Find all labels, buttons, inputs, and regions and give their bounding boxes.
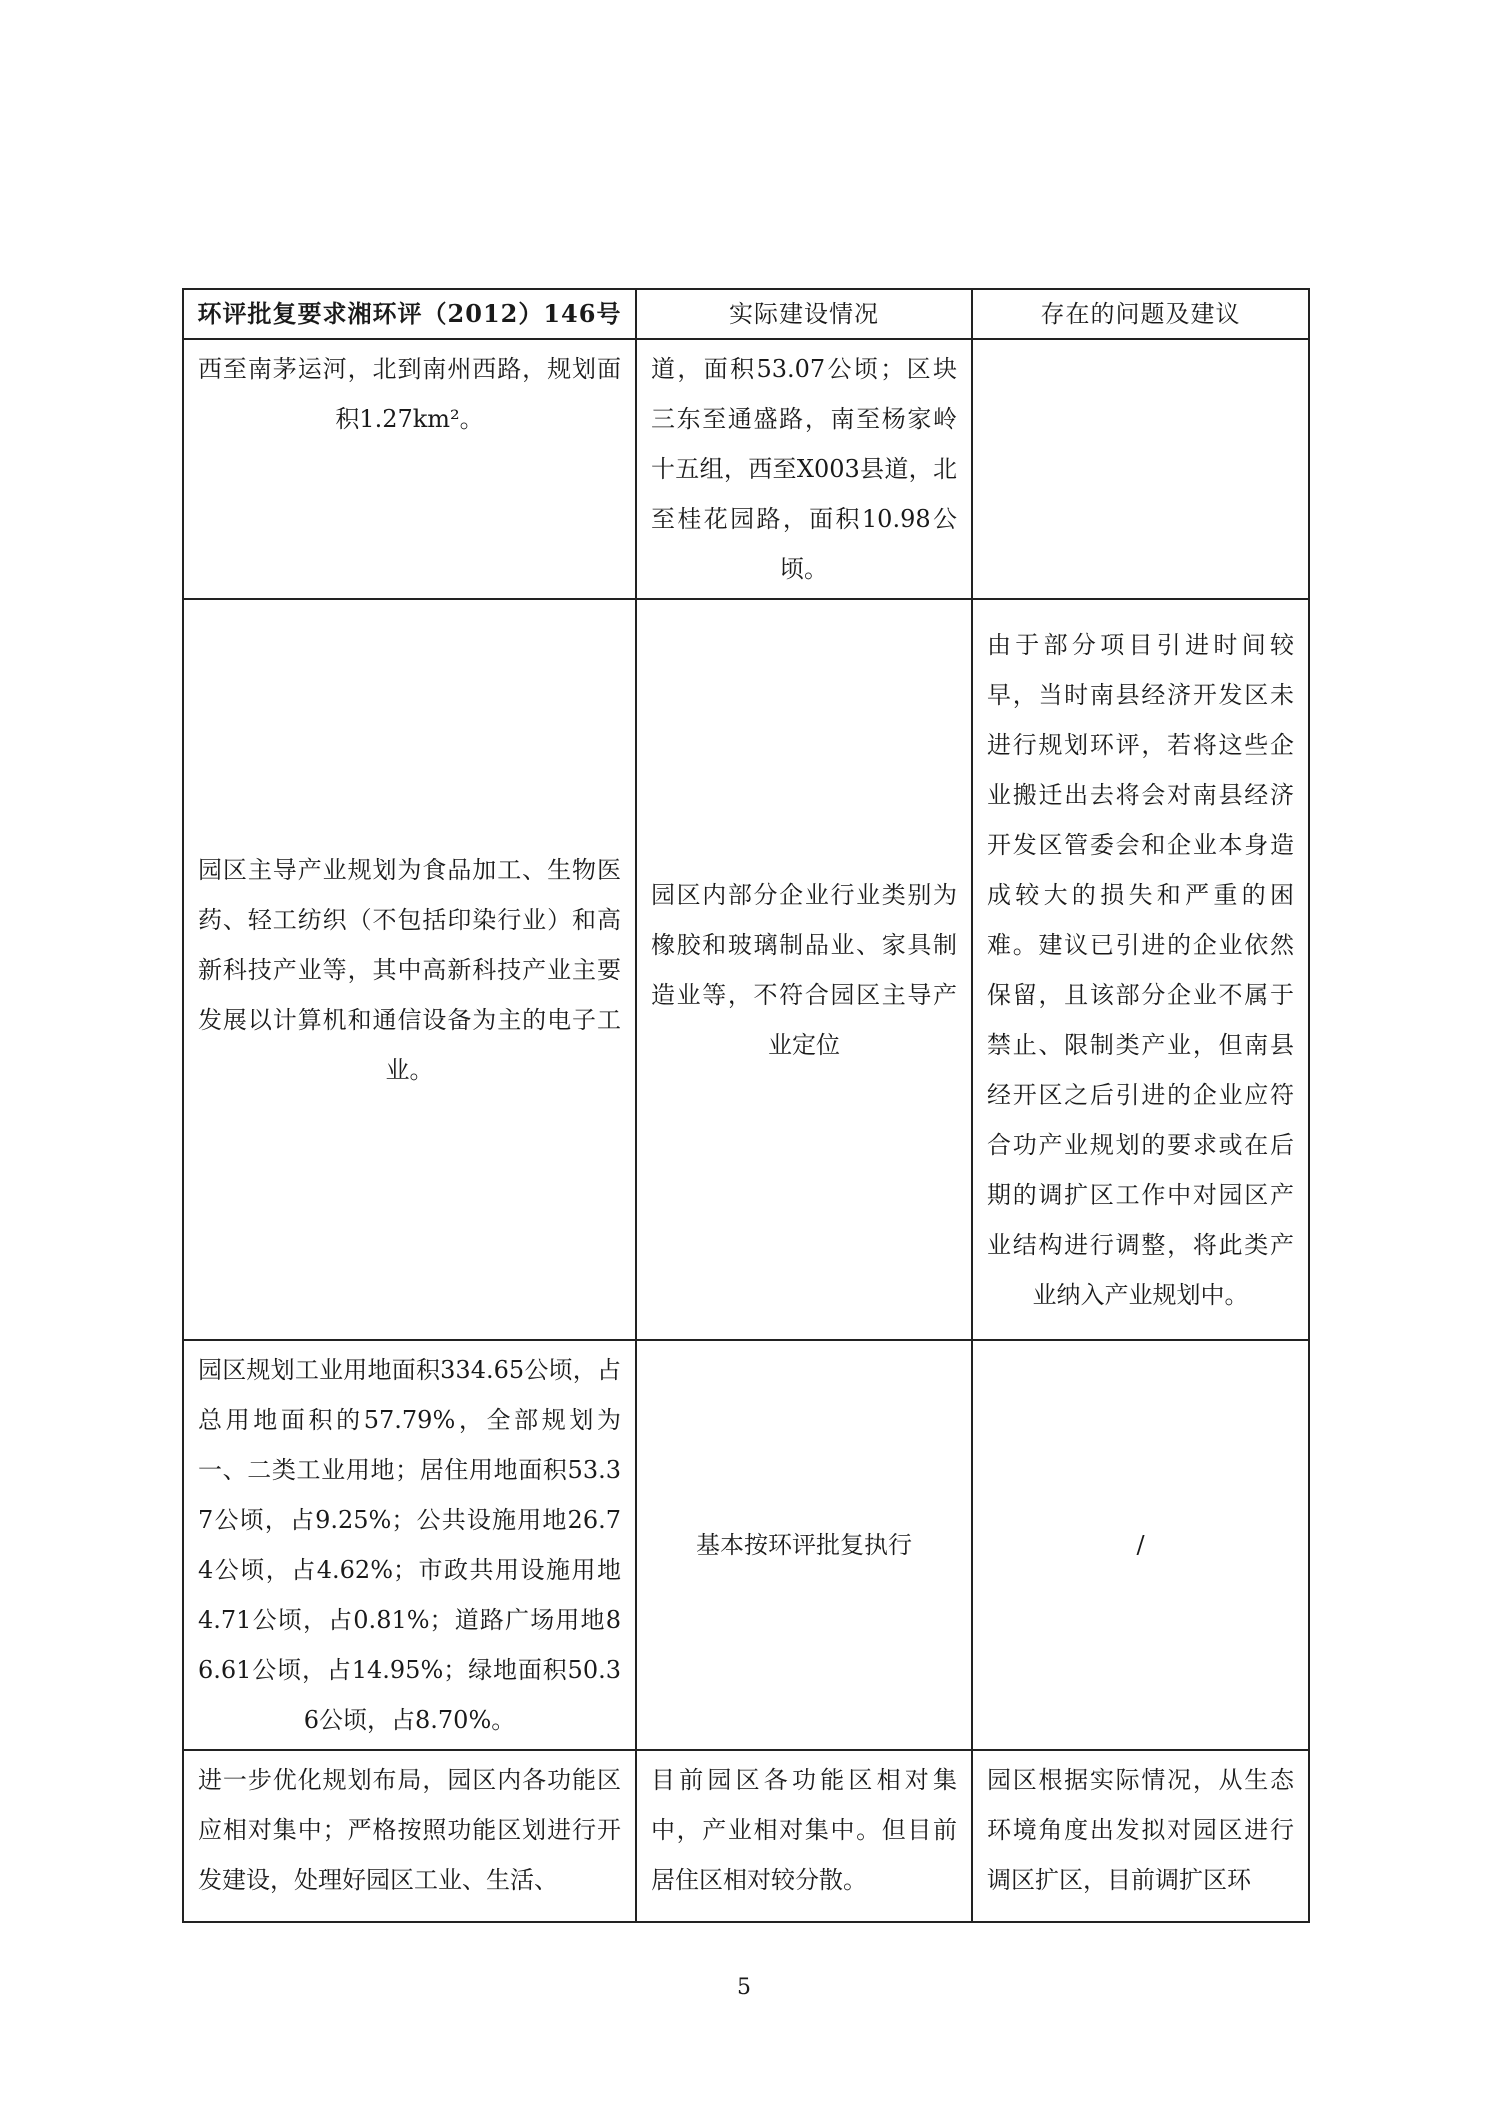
table-row bbox=[183, 1750, 1309, 1922]
comparison-table bbox=[182, 288, 1310, 1923]
page-number: 5 bbox=[737, 1975, 751, 2000]
cell-suggestion: 园区根据实际情况，从生态环境角度出发拟对园区进行调区扩区，目前调扩区环 bbox=[972, 1750, 1309, 1922]
header-approval-requirements: 环评批复要求湘环评（2012）146号 bbox=[183, 289, 636, 339]
cell-requirement: 进一步优化规划布局，园区内各功能区应相对集中；严格按照功能区划进行开发建设，处理好园区工业、生活、 bbox=[183, 1750, 636, 1922]
cell-actual: 道，面积53.07公顷；区块三东至通盛路，南至杨家岭十五组，西至X003县道，北至桂花园路，面积10.98公顷。 bbox=[636, 339, 972, 599]
table-header-row bbox=[183, 289, 1309, 339]
table-row bbox=[183, 1340, 1309, 1750]
cell-actual: 园区内部分企业行业类别为橡胶和玻璃制品业、家具制造业等，不符合园区主导产业定位 bbox=[636, 599, 972, 1340]
header-actual-construction: 实际建设情况 bbox=[636, 289, 972, 339]
table-row bbox=[183, 599, 1309, 1340]
table-row bbox=[183, 339, 1309, 599]
cell-suggestion bbox=[972, 339, 1309, 599]
cell-requirement: 西至南茅运河，北到南州西路，规划面积1.27km²。 bbox=[183, 339, 636, 599]
cell-actual: 目前园区各功能区相对集中，产业相对集中。但目前居住区相对较分散。 bbox=[636, 1750, 972, 1922]
cell-requirement: 园区主导产业规划为食品加工、生物医药、轻工纺织（不包括印染行业）和高新科技产业等，其中高新科技产业主要发展以计算机和通信设备为主的电子工业。 bbox=[183, 599, 636, 1340]
cell-suggestion: / bbox=[972, 1340, 1309, 1750]
cell-suggestion: 由于部分项目引进时间较早，当时南县经济开发区未进行规划环评，若将这些企业搬迁出去将会对南县经济开发区管委会和企业本身造成较大的损失和严重的困难。建议已引进的企业依然保留，且该部分企业不属于禁止、限制类产业，但南县经开区之后引进的企业应符合功产业规划的要求或在后期的调扩区工作中对园区产业结构进行调整，将此类产业纳入产业规划中。 bbox=[972, 599, 1309, 1340]
cell-requirement: 园区规划工业用地面积334.65公顷，占总用地面积的57.79%，全部规划为一、二类工业用地；居住用地面积53.37公顷，占9.25%；公共设施用地26.74公顷，占4.62%；市政共用设施用地4.71公顷，占0.81%；道路广场用地86.61公顷，占14.95%；绿地面积50.36公顷，占8.70%。 bbox=[183, 1340, 636, 1750]
header-problems-suggestions: 存在的问题及建议 bbox=[972, 289, 1309, 339]
cell-actual: 基本按环评批复执行 bbox=[636, 1340, 972, 1750]
